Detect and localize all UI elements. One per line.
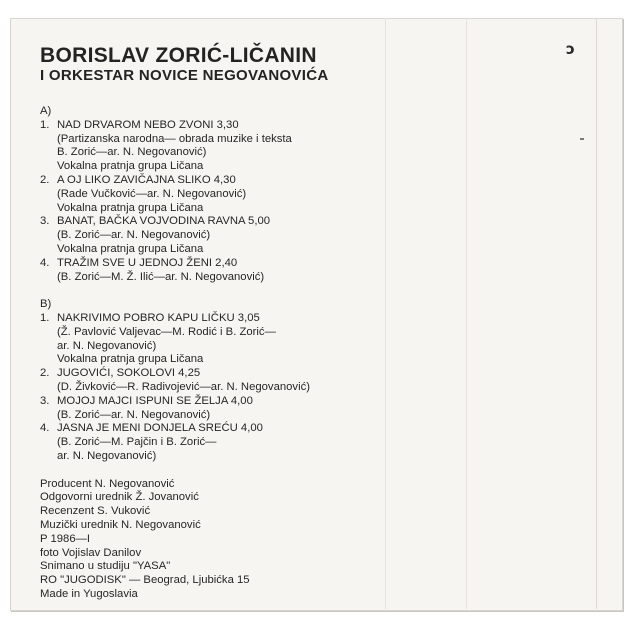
track-credit: (B. Zorić—ar. N. Negovanović): [57, 229, 211, 242]
track-item: [40, 312, 310, 326]
track-title: NAKRIVIMO POBRO KAPU LIČKU 3,05: [57, 311, 260, 324]
track-credit: (Ž. Pavlović Valjevac—M. Rodić i B. Zorić—: [57, 325, 276, 338]
fold-line: [385, 18, 386, 609]
corner-mark: ɔ: [566, 40, 575, 58]
track-number: 3.: [40, 215, 50, 228]
production-credit: RO "JUGODISK" — Beograd, Ljubićka 15: [40, 574, 250, 587]
track-number: 2.: [40, 367, 50, 380]
track-credit: (D. Živković—R. Radivojević—ar. N. Negovanović): [57, 380, 310, 393]
spacer: [40, 284, 310, 298]
track-item: [40, 215, 310, 229]
track-number: 1.: [40, 311, 50, 324]
track-title: NAD DRVAROM NEBO ZVONI 3,30: [57, 118, 239, 131]
printing-dot: [580, 138, 584, 140]
track-title: JUGOVIĆI, SOKOLOVI 4,25: [57, 367, 201, 380]
side-label: B): [40, 298, 52, 311]
spacer: [40, 464, 310, 478]
track-credit: ar. N. Negovanović): [57, 339, 157, 352]
track-item: [40, 257, 310, 271]
track-credit: (Rade Vučković—ar. N. Negovanović): [57, 187, 247, 200]
track-credit: Vokalna pratnja grupa Ličana: [57, 353, 204, 366]
tracklist: [40, 105, 310, 602]
track-credit: (B. Zorić—M. Pajčin i B. Zorić—: [57, 436, 217, 449]
track-number: 4.: [40, 422, 50, 435]
track-credit: (B. Zorić—M. Ž. Ilić—ar. N. Negovanović): [57, 270, 265, 283]
orchestra-subtitle: I ORKESTAR NOVICE NEGOVANOVIĆA: [40, 67, 329, 84]
track-item: [40, 174, 310, 188]
track-item: [40, 367, 310, 381]
track-title: MOJOJ MAJCI ISPUNI SE ŽELJA 4,00: [57, 394, 253, 407]
production-credit: Muzički urednik N. Negovanović: [40, 518, 201, 531]
production-credit: P 1986—I: [40, 532, 91, 545]
track-item: [40, 422, 310, 436]
track-number: 3.: [40, 394, 50, 407]
track-credit: (B. Zorić—ar. N. Negovanović): [57, 408, 211, 421]
track-title: BANAT, BAČKA VOJVODINA RAVNA 5,00: [57, 215, 271, 228]
track-number: 4.: [40, 256, 50, 269]
track-credit: Vokalna pratnja grupa Ličana: [57, 201, 204, 214]
track-title: A OJ LIKO ZAVIČAJNA SLIKO 4,30: [57, 173, 236, 186]
production-credit: Odgovorni urednik Ž. Jovanović: [40, 491, 199, 504]
track-credit: Vokalna pratnja grupa Ličana: [57, 160, 204, 173]
track-credit: (Partizanska narodna— obrada muzike i teksta: [57, 132, 292, 145]
fold-line: [596, 18, 597, 609]
track-item: [40, 119, 310, 133]
track-credit: B. Zorić—ar. N. Negovanović): [57, 146, 207, 159]
track-number: 2.: [40, 173, 50, 186]
side-label: A): [40, 105, 52, 117]
production-credit: Snimano u studiju "YASA": [40, 560, 171, 573]
production-credit: Recenzent S. Vuković: [40, 505, 151, 518]
track-title: TRAŽIM SVE U JEDNOJ ŽENI 2,40: [57, 256, 238, 269]
track-title: JASNA JE MENI DONJELA SREĆU 4,00: [57, 422, 263, 435]
production-credit: Made in Yugoslavia: [40, 587, 138, 600]
fold-line: [466, 18, 467, 609]
track-item: [40, 395, 310, 409]
track-credit: ar. N. Negovanović): [57, 449, 157, 462]
artist-title: BORISLAV ZORIĆ-LIČANIN: [40, 44, 317, 67]
track-number: 1.: [40, 118, 50, 131]
track-credit: Vokalna pratnja grupa Ličana: [57, 242, 204, 255]
production-credit: foto Vojislav Danilov: [40, 546, 142, 559]
production-credit: Producent N. Negovanović: [40, 477, 175, 490]
